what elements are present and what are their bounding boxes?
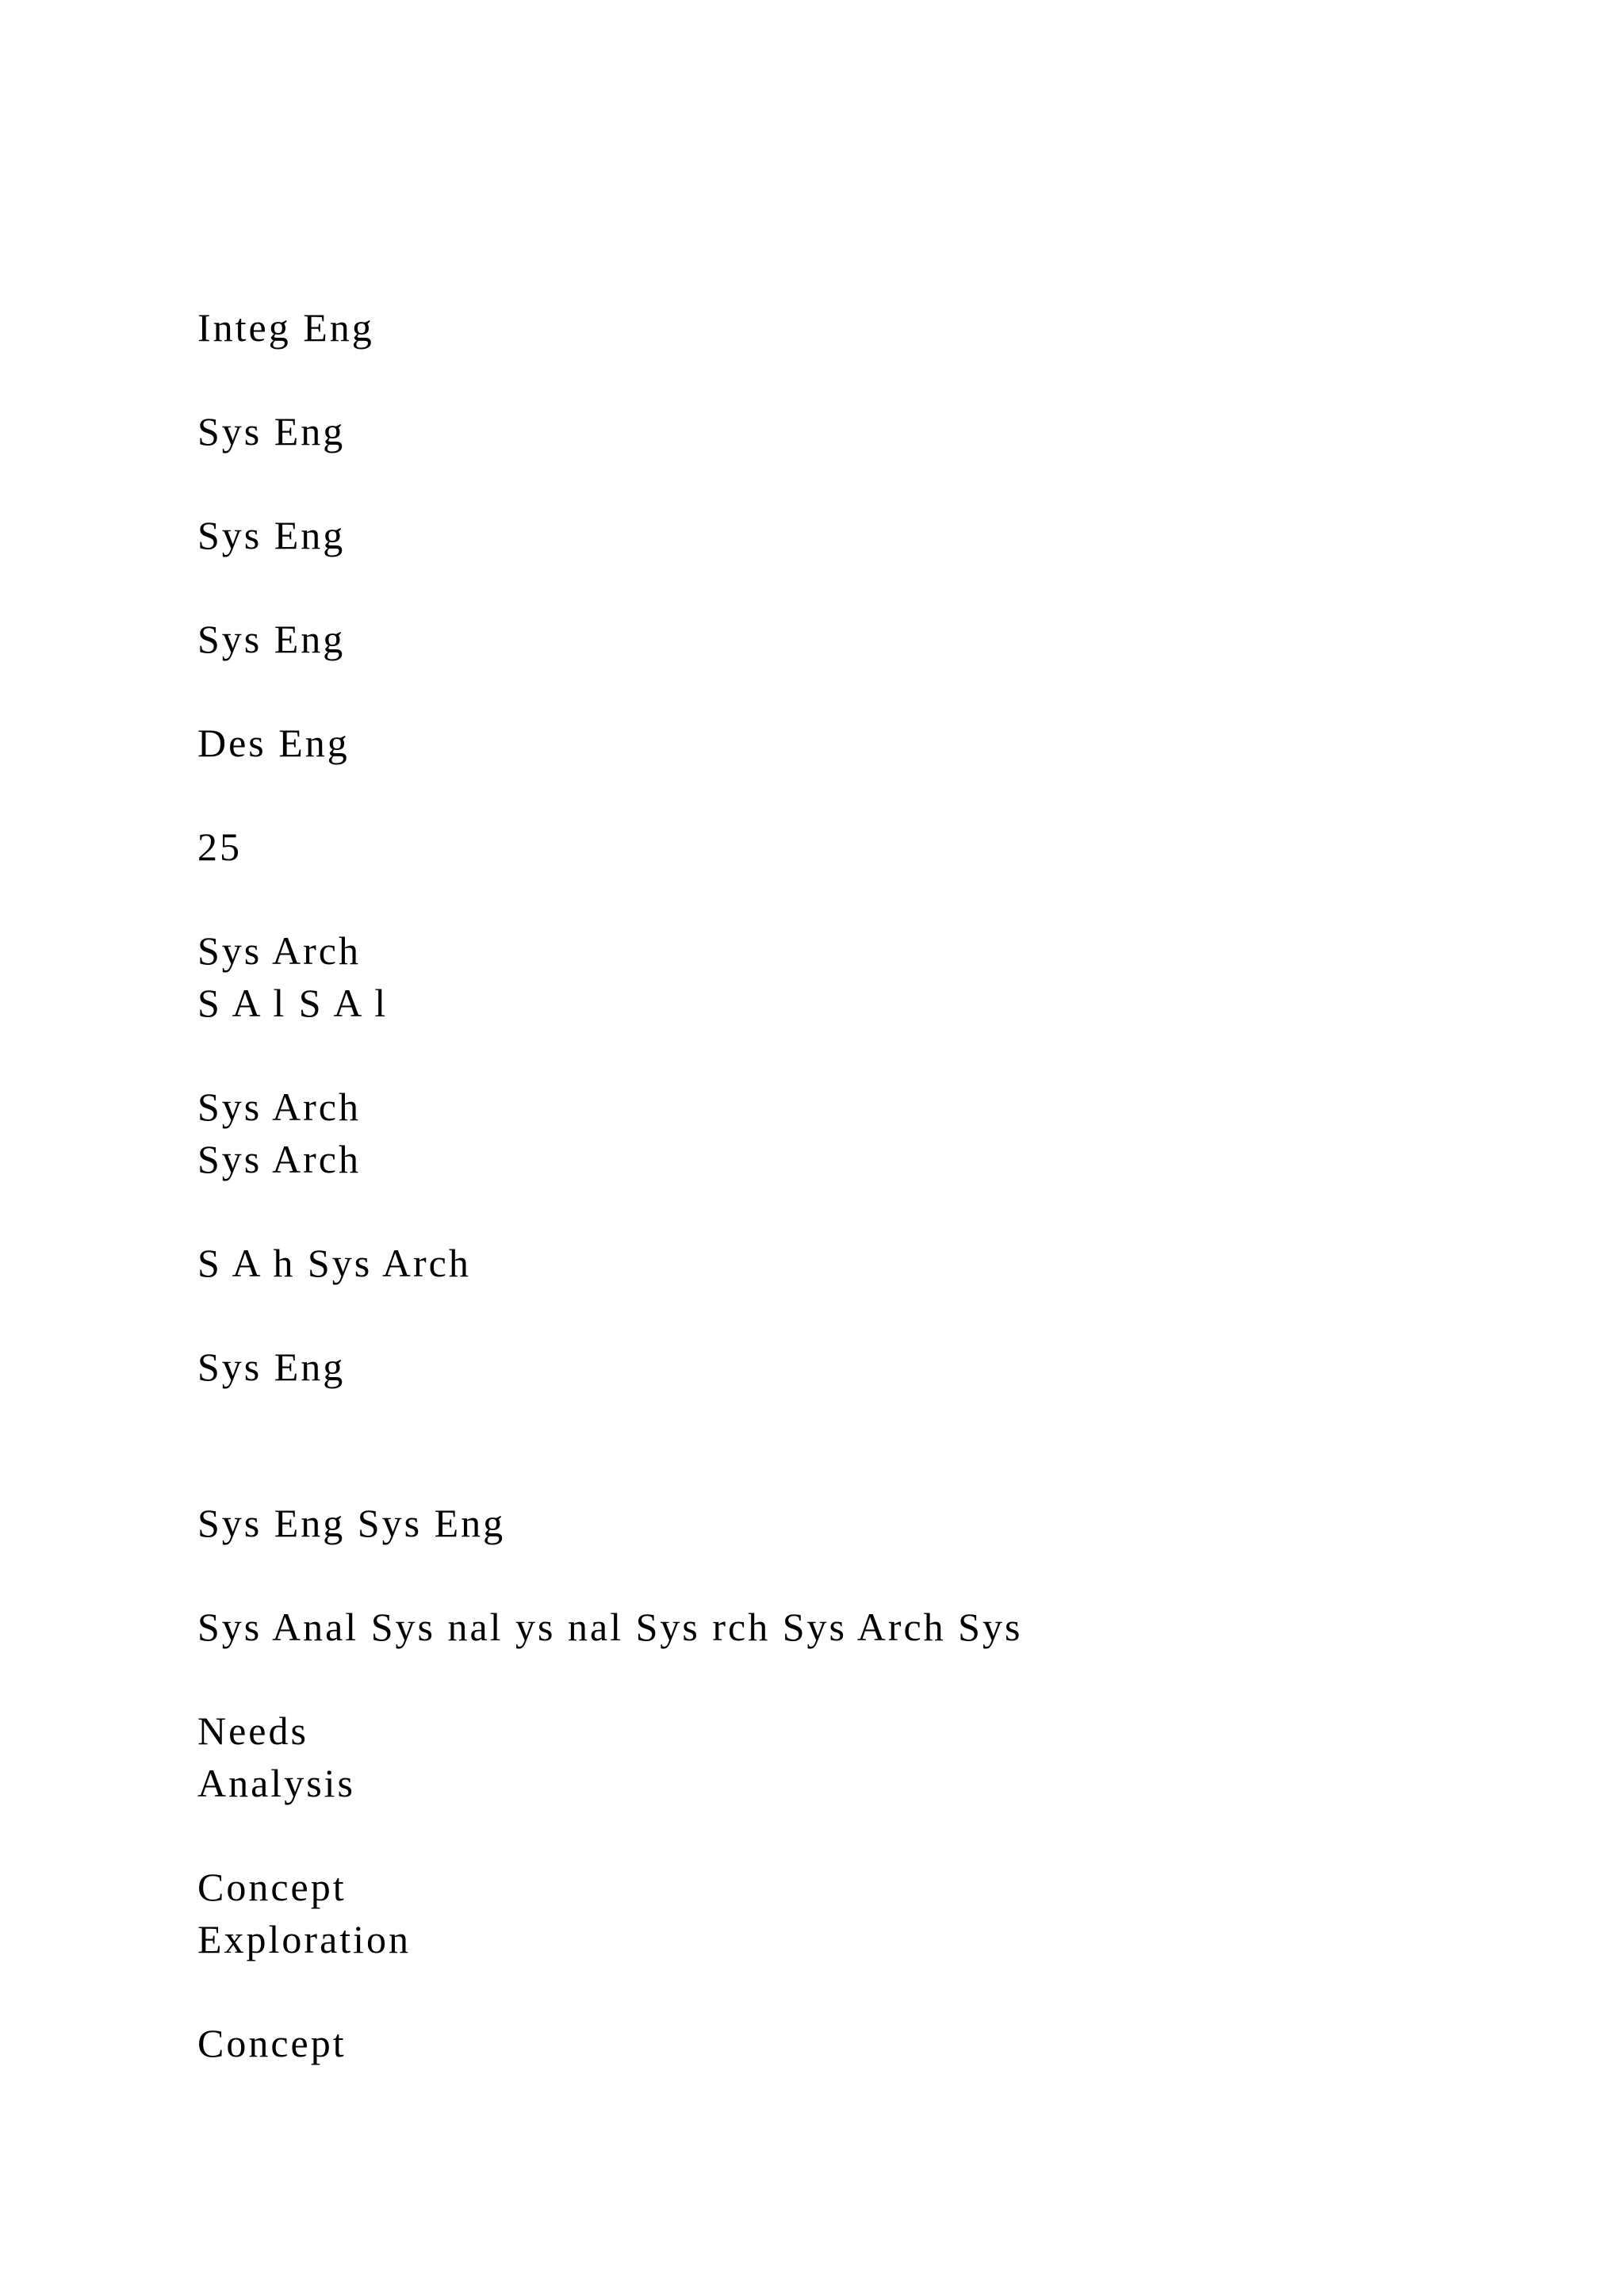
text-line: Sys Arch <box>197 1085 361 1129</box>
text-line: 25 <box>197 825 242 869</box>
text-line: Sys Eng <box>197 513 346 557</box>
text-line: Sys Arch <box>197 928 361 973</box>
text-line: Sys Arch <box>197 1137 361 1181</box>
text-line: Des Eng <box>197 721 350 765</box>
text-line: Sys Eng <box>197 409 346 453</box>
text-line: Sys Eng <box>197 1345 346 1389</box>
text-line: Analysis <box>197 1761 355 1805</box>
text-line: Needs <box>197 1709 308 1753</box>
text-line: Exploration <box>197 1917 412 1961</box>
text-line: Sys Anal Sys nal ys nal Sys rch Sys Arch Sys <box>197 1605 1023 1649</box>
text-line: Concept <box>197 2021 347 2065</box>
text-line: S A l S A l <box>197 981 389 1025</box>
text-line: Sys Eng <box>197 617 346 661</box>
text-line: S A h Sys Arch <box>197 1241 471 1285</box>
text-line: Sys Eng Sys Eng <box>197 1501 506 1545</box>
text-line: Concept <box>197 1865 347 1909</box>
text-line: Integ Eng <box>197 305 374 350</box>
